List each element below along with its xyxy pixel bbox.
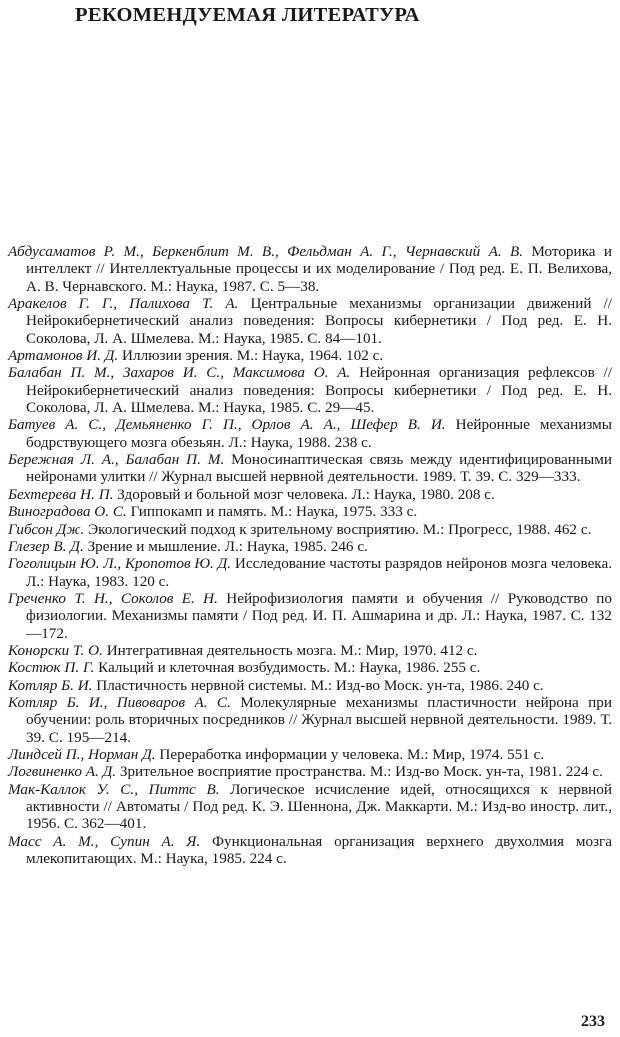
reference-item <box>8 521 612 538</box>
reference-authors: Мак-Каллок У. С., Питтс В. <box>8 780 220 798</box>
reference-item <box>8 451 612 486</box>
reference-text: Здоровый и больной мозг человека. Л.: Наука, 1980. 208 с. <box>113 485 495 503</box>
page-title: РЕКОМЕНДУЕМАЯ ЛИТЕРАТУРА <box>75 4 420 26</box>
reference-authors: Линдсей П., Норман Д. <box>8 745 156 763</box>
reference-authors: Масс А. М., Супин А. Я. <box>8 832 201 850</box>
reference-text: Переработка информации у человека. М.: Мир, 1974. 551 с. <box>155 745 545 763</box>
reference-authors: Котляр Б. И., Пивоваров А. С. <box>8 693 231 711</box>
reference-authors: Батуев А. С., Демьяненко Г. П., Орлов А. А., Шефер В. И. <box>8 416 446 434</box>
reference-text: Моторика и интеллект // Интеллектуальные процессы и их моделирование / Под ред. Е. П. Велихова, А. В. Чернавского. М.: Наука, 1987. С. 5—38. <box>26 243 612 295</box>
reference-item <box>8 694 612 746</box>
reference-text: Интегративная деятельность мозга. М.: Мир, 1970. 412 с. <box>102 641 478 659</box>
reference-item <box>8 746 612 763</box>
reference-item <box>8 833 612 868</box>
reference-authors: Конорски Т. О. <box>8 641 103 659</box>
reference-item <box>8 763 612 780</box>
reference-item <box>8 243 612 295</box>
reference-item <box>8 295 612 347</box>
reference-text: Молекулярные механизмы пластичности нейрона при обучении: роль вторичных посредников // Журнал высшей нервной деятельности. 1989. Т. 39. С. 195—214. <box>26 693 612 746</box>
reference-text: Нейрофизиология памяти и обучения // Руководство по физиологии. Механизмы памяти / Под ред. И. П. Ашмарина и др. Л.: Наука, 1987. С. 132—172. <box>26 589 612 642</box>
reference-text: Пластичность нервной системы. М.: Изд-во Моск. ун-та, 1986. 240 с. <box>92 676 544 694</box>
reference-item <box>8 347 612 364</box>
reference-text: Гиппокамп и память. М.: Наука, 1975. 333 с. <box>126 503 418 521</box>
reference-text: Зрение и мышление. Л.: Наука, 1985. 246 с. <box>83 537 368 555</box>
reference-item <box>8 781 612 833</box>
reference-text: Моносинаптическая связь между идентифицированными нейронами улитки // Журнал высшей нервной деятельности. 1989. Т. 39. С. 329—333. <box>26 451 612 486</box>
reference-text: Кальций и клеточная возбудимость. М.: Наука, 1986. 255 с. <box>94 659 481 677</box>
reference-text: Нейронная организация рефлексов // Нейрокибернетический анализ поведения: Вопросы кибернетики / Под ред. Е. Н. Соколова, Л. А. Шмелева. М.: Наука, 1985. С. 29—45. <box>26 364 612 417</box>
reference-text: Центральные механизмы организации движений // Нейрокибернетический анализ поведения: Вопросы кибернетики / Под ред. Е. Н. Соколова, Л. А. Шмелева. М.: Наука, 1985. С. 84—101. <box>26 295 612 347</box>
reference-text: Экологический подход к зрительному восприятию. М.: Прогресс, 1988. 462 с. <box>84 520 592 538</box>
reference-item <box>8 659 612 676</box>
reference-authors: Балабан П. М., Захаров И. С., Максимова О. А. <box>8 364 351 382</box>
reference-authors: Бехтерева Н. П. <box>8 485 114 503</box>
reference-text: Функциональная организация верхнего двухолмия мозга млекопитающих. М.: Наука, 1985. 224 с. <box>26 832 613 868</box>
reference-item <box>8 538 612 555</box>
reference-item <box>8 364 612 416</box>
reference-item <box>8 590 612 642</box>
page-number: 233 <box>581 1013 605 1030</box>
reference-item <box>8 486 612 503</box>
reference-authors: Виноградова О. С. <box>8 503 127 521</box>
reference-list <box>8 243 612 867</box>
reference-text: Нейронные механизмы бодрствующего мозга обезьян. Л.: Наука, 1988. 238 с. <box>26 416 612 451</box>
reference-authors: Логвиненко А. Д. <box>8 763 117 781</box>
reference-item <box>8 416 612 451</box>
reference-authors: Абдусаматов Р. М., Беркенблит М. В., Фельдман А. Г., Чернавский А. В. <box>8 243 524 260</box>
reference-item <box>8 677 612 694</box>
reference-authors: Бережная Л. А., Балабан П. М. <box>8 451 225 469</box>
reference-text: Иллюзии зрения. М.: Наука, 1964. 102 с. <box>118 347 384 365</box>
reference-authors: Глезер В. Д. <box>8 537 84 555</box>
reference-text: Исследование частоты разрядов нейронов мозга человека. Л.: Наука, 1983. 120 с. <box>26 555 612 590</box>
reference-authors: Гоголицын Ю. Л., Кропотов Ю. Д. <box>8 555 232 573</box>
reference-text: Зрительное восприятие пространства. М.: Изд-во Моск. ун-та, 1981. 224 с. <box>116 763 603 781</box>
reference-item <box>8 503 612 520</box>
reference-authors: Артамонов И. Д. <box>8 347 119 365</box>
reference-text: Логическое исчисление идей, относящихся к нервной активности // Автоматы / Под ред. К. Э. Шеннона, Дж. Маккарти. М.: Изд-во иностр. лит., 1956. С. 362—401. <box>26 780 612 833</box>
reference-authors: Греченко Т. Н., Соколов Е. Н. <box>8 589 218 607</box>
reference-item <box>8 555 612 590</box>
reference-authors: Костюк П. Г. <box>8 659 95 677</box>
reference-authors: Котляр Б. И. <box>8 676 93 694</box>
reference-authors: Аракелов Г. Г., Палихова Т. А. <box>8 295 239 313</box>
reference-item <box>8 642 612 659</box>
reference-authors: Гибсон Дж. <box>8 520 85 538</box>
